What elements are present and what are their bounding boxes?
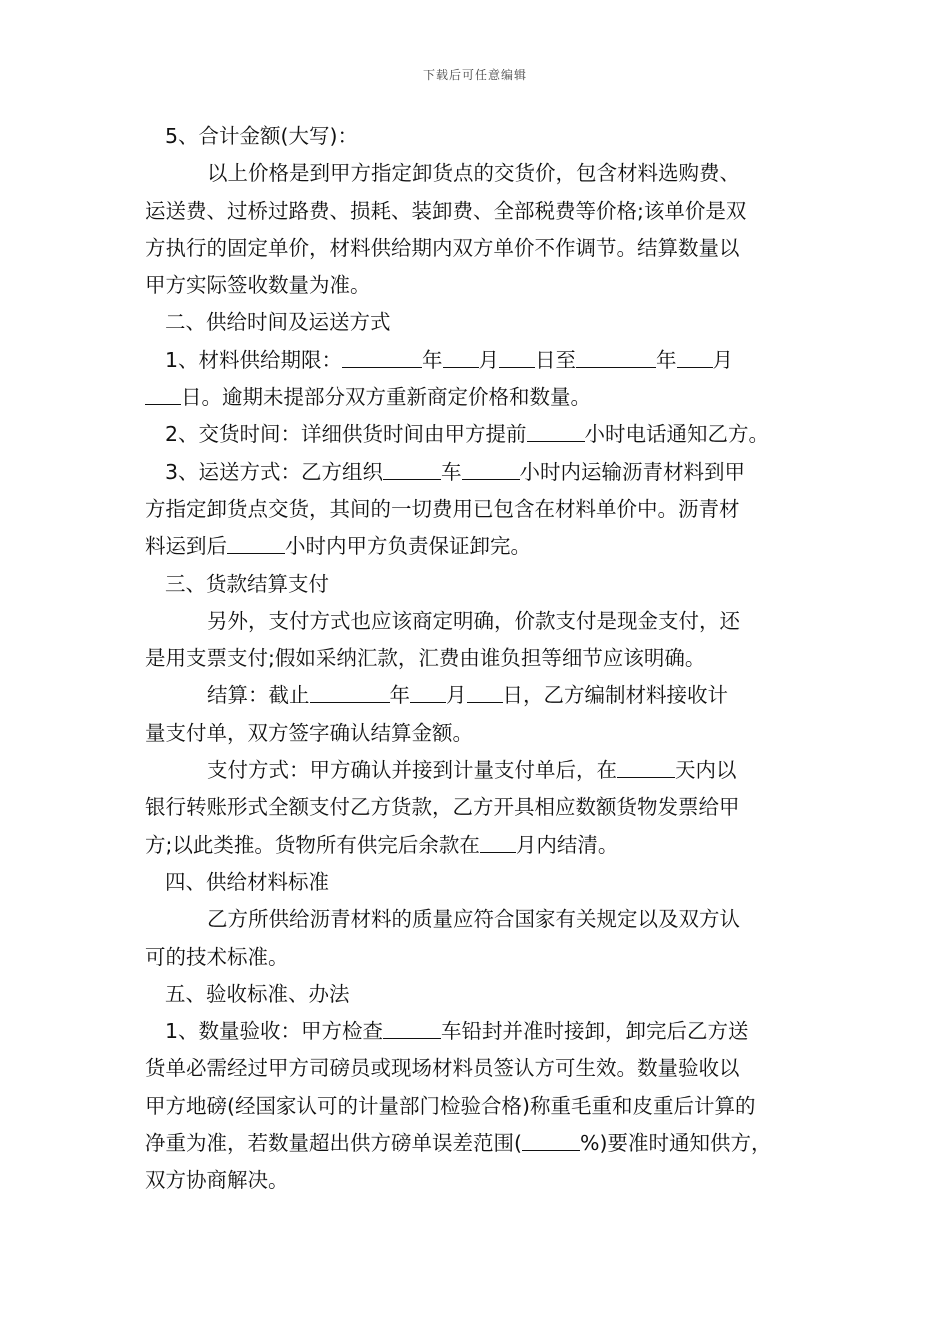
text-line (145, 193, 825, 230)
text-segment: 2、交货时间：详细供货时间由甲方提前 (165, 422, 527, 447)
text-line (145, 1088, 825, 1125)
fill-in-blank[interactable] (145, 384, 181, 405)
text-line (145, 1125, 825, 1162)
text-segment: 运送费、过桥过路费、损耗、装卸费、全部税费等价格;该单价是双 (145, 198, 747, 223)
text-segment: 小时内甲方负责保证卸完。 (285, 534, 531, 559)
text-segment: 年 (389, 683, 410, 708)
text-line (145, 267, 825, 304)
text-segment: 结算：截止 (207, 683, 310, 708)
fill-in-blank[interactable] (342, 347, 422, 368)
text-line (145, 752, 825, 789)
text-segment: 方;以此类推。货物所有供完后余款在 (145, 832, 480, 857)
text-segment: 可的技术标准。 (145, 944, 289, 969)
fill-in-blank[interactable] (383, 459, 441, 480)
text-line (145, 677, 825, 714)
text-segment: 车 (441, 459, 462, 484)
text-line (145, 603, 825, 640)
text-segment: 甲方地磅(经国家认可的计量部门检验合格)称重毛重和皮重后计算的 (145, 1093, 756, 1118)
text-line (145, 1013, 825, 1050)
text-line (145, 901, 825, 938)
text-segment: 二、供给时间及运送方式 (165, 310, 391, 335)
text-segment: 1、数量验收：甲方检查 (165, 1019, 384, 1044)
text-segment: 小时内运输沥青材料到甲 (519, 459, 746, 484)
text-segment: 量支付单，双方签字确认结算金额。 (145, 720, 473, 745)
fill-in-blank[interactable] (480, 832, 516, 853)
text-line (145, 155, 825, 192)
text-line (145, 976, 825, 1013)
text-segment: 是用支票支付;假如采纳汇款，汇费由谁负担等细节应该明确。 (145, 646, 706, 671)
text-segment: 月 (712, 347, 734, 372)
text-segment: 日，乙方编制材料接收计 (502, 683, 728, 708)
text-segment: 方指定卸货点交货，其间的一切费用已包含在材料单价中。沥青材 (145, 496, 740, 521)
text-segment: 日。逾期未提部分双方重新商定价格和数量。 (181, 385, 591, 410)
text-segment: 年 (422, 347, 443, 372)
fill-in-blank[interactable] (467, 682, 503, 703)
fill-in-blank[interactable] (443, 347, 479, 368)
text-line (145, 118, 825, 155)
text-segment: 五、验收标准、办法 (165, 981, 350, 1006)
text-segment: 年 (656, 347, 677, 372)
text-line (145, 789, 825, 826)
text-segment: %)要准时通知供方， (580, 1131, 772, 1156)
text-line (145, 566, 825, 603)
text-line (145, 491, 825, 528)
text-line (145, 342, 825, 379)
text-segment: 甲方实际签收数量为准。 (145, 273, 371, 298)
text-segment: 车铅封并准时接卸，卸完后乙方送 (441, 1019, 749, 1044)
text-line (145, 1162, 825, 1199)
fill-in-blank[interactable] (527, 421, 585, 442)
text-line (145, 640, 825, 677)
text-segment: 小时电话通知乙方。 (584, 422, 770, 447)
text-line (145, 528, 825, 565)
text-segment: 月 (446, 683, 467, 708)
fill-in-blank[interactable] (499, 347, 535, 368)
fill-in-blank[interactable] (677, 347, 713, 368)
text-segment: 1、材料供给期限： (165, 347, 343, 372)
fill-in-blank[interactable] (522, 1130, 580, 1151)
text-segment: 银行转账形式全额支付乙方货款，乙方开具相应数额货物发票给甲 (145, 795, 740, 820)
fill-in-blank[interactable] (576, 347, 656, 368)
text-segment: 支付方式：甲方确认并接到计量支付单后，在 (207, 758, 617, 783)
fill-in-blank[interactable] (227, 533, 285, 554)
text-segment: 日至 (535, 347, 577, 372)
text-segment: 月内结清。 (515, 832, 619, 857)
text-line (145, 1050, 825, 1087)
text-segment: 以上价格是到甲方指定卸货点的交货价，包含材料选购费、 (207, 161, 740, 186)
text-line (145, 939, 825, 976)
text-segment: 5、合计金额(大写)： (165, 124, 359, 148)
fill-in-blank[interactable] (617, 757, 675, 778)
text-line (145, 827, 825, 864)
text-line (145, 454, 825, 491)
text-segment: 天内以 (675, 758, 737, 783)
text-segment: 乙方所供给沥青材料的质量应符合国家有关规定以及双方认 (207, 907, 740, 932)
text-line (145, 864, 825, 901)
fill-in-blank[interactable] (383, 1018, 441, 1039)
text-line (145, 416, 825, 453)
text-line (145, 715, 825, 752)
document-body (145, 118, 825, 1200)
text-segment: 三、货款结算支付 (165, 571, 329, 596)
text-line (145, 304, 825, 341)
fill-in-blank[interactable] (462, 459, 520, 480)
text-segment: 净重为准，若数量超出供方磅单误差范围( (145, 1131, 522, 1156)
text-segment: 货单必需经过甲方司磅员或现场材料员签认方可生效。数量验收以 (145, 1056, 740, 1081)
fill-in-blank[interactable] (410, 682, 446, 703)
text-segment: 方执行的固定单价，材料供给期内双方单价不作调节。结算数量以 (145, 235, 740, 260)
fill-in-blank[interactable] (310, 682, 390, 703)
text-segment: 料运到后 (145, 534, 227, 559)
text-segment: 月 (478, 347, 500, 372)
text-segment: 双方协商解决。 (145, 1168, 289, 1193)
header-note: 下载后可任意编辑 (422, 68, 527, 82)
text-segment: 四、供给材料标准 (165, 869, 329, 894)
text-segment: 另外，支付方式也应该商定明确，价款支付是现金支付，还 (207, 608, 740, 633)
text-line (145, 230, 825, 267)
text-line (145, 379, 825, 416)
text-segment: 3、运送方式：乙方组织 (165, 459, 384, 484)
